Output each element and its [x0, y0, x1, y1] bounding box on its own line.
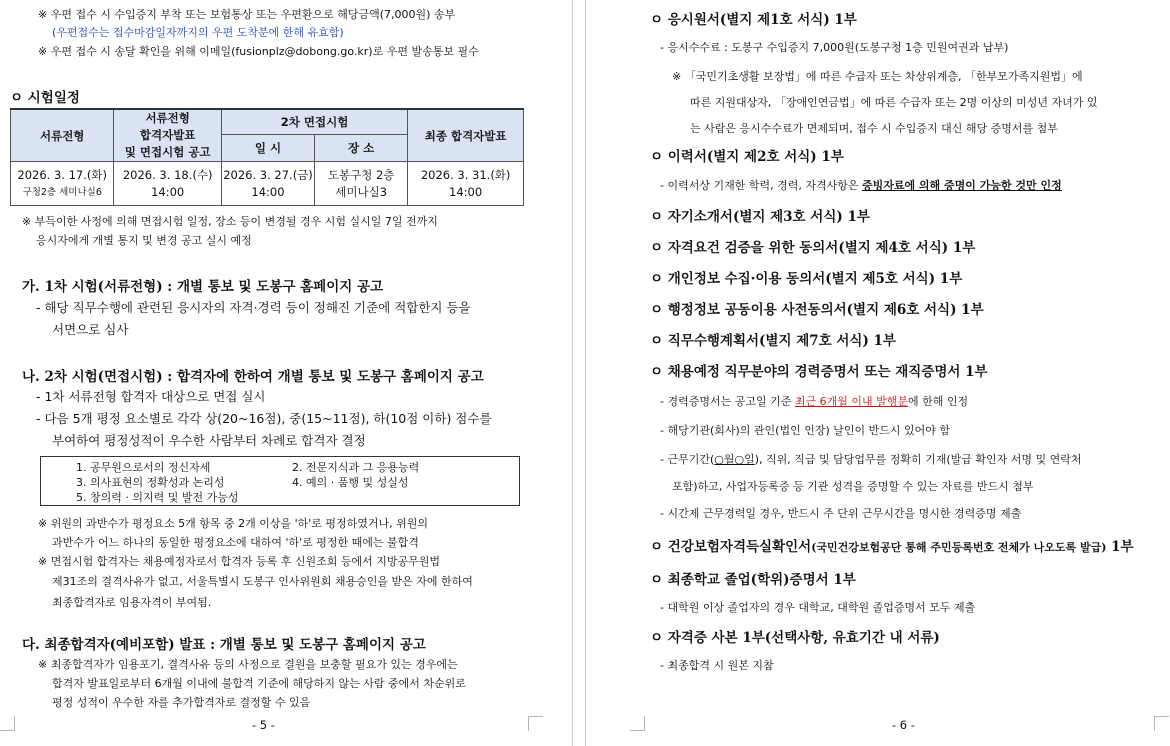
- license-note: - 최종합격 시 원본 지참: [660, 659, 774, 672]
- na-note-line4: 제31조의 결격사유가 없고, 서울특별시 도봉구 인사위원회 채용승인을 받은 자에 한하여: [52, 575, 473, 588]
- note-mail-fee: ※ 우편 접수 시 수입증지 부착 또는 보험통상 또는 우편환으로 해당금액(7,000원) 송부: [38, 8, 456, 21]
- career-cert-line5: - 시간제 근무경력일 경우, 반드시 주 단위 근무시간을 명시한 경력증명 제출: [660, 507, 1022, 520]
- criteria-item-5: 5. 창의력 · 의지력 및 발전 가능성: [76, 491, 239, 504]
- cell-interview-place: 도봉구청 2층 세미나실3: [315, 162, 408, 206]
- th-interview-datetime: 일 시: [221, 134, 314, 161]
- section-ga-line1: - 해당 직무수행에 관련된 응시자의 자격·경력 등이 정해진 기준에 적합한지 등을: [36, 300, 471, 315]
- item-application-note2: 따른 지원대상자, 「장애인연금법」에 따른 수급자 또는 2명 이상의 미성년 자녀가 있: [690, 96, 1098, 109]
- section-na-line3: 부여하여 평정성적이 우수한 사람부터 차례로 합격자 결정: [52, 433, 366, 448]
- da-note-line3: 평정 성적이 우수한 자를 추가합격자로 결정할 수 있음: [52, 696, 311, 709]
- career-cert-line4: 포함)하고, 사업자등록증 등 기관 성격을 증명할 수 있는 자료를 반드시 첨부: [672, 480, 1034, 493]
- criteria-item-4: 4. 예의 · 품행 및 성실성: [292, 476, 409, 489]
- section-ga-title: 가. 1차 시험(서류전형) : 개별 통보 및 도봉구 홈페이지 공고: [22, 279, 384, 295]
- career-cert-line2: - 해당기관(회사)의 관인(법인 인장) 날인이 반드시 있어야 함: [660, 424, 951, 437]
- th-pass-announcement: 서류전형 합격자발표 및 면접시험 공고: [114, 109, 222, 162]
- schedule-table: [10, 108, 524, 206]
- section-na-title: 나. 2차 시험(면접시험) : 합격자에 한하여 개별 통보 및 도봉구 홈페이지 공고: [22, 369, 484, 385]
- item-consent-verify-title: ㅇ 자격요건 검증을 위한 동의서(별지 제4호 서식) 1부: [650, 240, 976, 256]
- da-note-line2: 합격자 발표일로부터 6개월 이내에 불합격 기준에 해당하지 않는 사람 중에서 차순위로: [52, 677, 466, 690]
- page-corner-mark: [1154, 716, 1169, 731]
- page-number: - 5 -: [252, 718, 275, 732]
- cell-pass-announcement: 2026. 3. 18.(수) 14:00: [114, 162, 222, 206]
- na-note-line3: ※ 면접시험 합격자는 채용예정자로서 합격자 등록 후 신원조회 등에서 지방공무원법: [38, 555, 440, 568]
- na-note-line2: 과반수가 어느 하나의 동일한 평정요소에 대하여 '하'로 평정한 때에는 불합격: [52, 536, 419, 549]
- na-note-line1: ※ 위원의 과반수가 평정요소 5개 항목 중 2개 이상을 '하'로 평정하였거나, 위원의: [38, 517, 428, 530]
- item-health-insurance-title: ㅇ 건강보험자격득실확인서(국민건강보험공단 통해 주민등록번호 전체가 나오도록 발급) 1부: [650, 539, 1134, 555]
- item-application-title: ㅇ 응시원서(별지 제1호 서식) 1부: [650, 12, 857, 28]
- item-privacy-consent-title: ㅇ 개인정보 수집·이용 동의서(별지 제5호 서식) 1부: [650, 271, 963, 287]
- note-mail-deadline: (우편접수는 접수마감일자까지의 우편 도착분에 한해 유효함): [52, 26, 344, 39]
- section-na-line2: - 다음 5개 평정 요소별로 각각 상(20~16점), 중(15~11점), 하(10점 이하) 점수를: [36, 411, 492, 426]
- document-page-5: [0, 0, 572, 746]
- criteria-item-2: 2. 전문지식과 그 응용능력: [292, 461, 420, 474]
- th-interview: 2차 면접시험: [221, 109, 407, 134]
- diploma-note: - 대학원 이상 졸업자의 경우 대학교, 대학원 졸업증명서 모두 제출: [660, 601, 976, 614]
- th-interview-place: 장 소: [315, 134, 408, 161]
- item-career-cert-title: ㅇ 채용예정 직무분야의 경력증명서 또는 재직증명서 1부: [650, 364, 988, 380]
- da-note-line1: ※ 최종합격자가 임용포기, 결격사유 등의 사정으로 결원을 보충할 필요가 있는 경우에는: [38, 658, 458, 671]
- page-corner-mark: [528, 716, 543, 731]
- item-application-note1: ※ 「국민기초생활 보장법」에 따른 수급자 또는 차상위계층, 「한부모가족지원법」에: [672, 70, 1083, 83]
- section-na-line1: - 1차 서류전형 합격자 대상으로 면접 실시: [36, 389, 266, 404]
- cell-screening: 2026. 3. 17.(화) 구청2층 세미나실6: [11, 162, 114, 206]
- table-note-line1: ※ 부득이한 사정에 의해 면접시험 일정, 장소 등이 변경될 경우 시험 실시일 7일 전까지: [22, 215, 438, 228]
- section-da-title: 다. 최종합격자(예비포함) 발표 : 개별 통보 및 도봉구 홈페이지 공고: [22, 637, 426, 653]
- th-document-screening: 서류전형: [11, 109, 114, 162]
- page-gutter: [572, 0, 586, 746]
- th-final-announcement: 최종 합격자발표: [408, 109, 524, 162]
- career-cert-line1: - 경력증명서는 공고일 기준 최근 6개월 이내 발행분에 한해 인정: [660, 395, 969, 408]
- page-number: - 6 -: [892, 718, 915, 732]
- item-application-fee: - 응시수수료 : 도봉구 수입증지 7,000원(도봉구청 1층 민원여권과 납부): [660, 41, 1009, 54]
- page-corner-mark: [630, 716, 645, 731]
- cell-interview-datetime: 2026. 3. 27.(금) 14:00: [221, 162, 314, 206]
- item-application-note3: 는 사람은 응시수수료가 면제되며, 접수 시 수입증지 대신 해당 증명서를 첨부: [690, 122, 1058, 135]
- career-cert-line3: - 근무기간(○월○일), 직위, 직급 및 담당업무를 정확히 기재(발급 확인자 서명 및 연락처: [660, 453, 1082, 466]
- item-diploma-title: ㅇ 최종학교 졸업(학위)증명서 1부: [650, 572, 856, 588]
- item-resume-title: ㅇ 이력서(별지 제2호 서식) 1부: [650, 149, 844, 165]
- item-license-title: ㅇ 자격증 사본 1부(선택사항, 유효기간 내 서류): [650, 630, 940, 646]
- item-admin-info-title: ㅇ 행정정보 공동이용 사전동의서(별지 제6호 서식) 1부: [650, 302, 984, 318]
- page-corner-mark: [0, 716, 15, 731]
- note-mail-email: ※ 우편 접수 시 송달 확인을 위해 이메일(fusionplz@dobong.go.kr)로 우편 발송통보 필수: [38, 45, 479, 58]
- item-self-intro-title: ㅇ 자기소개서(별지 제3호 서식) 1부: [650, 209, 870, 225]
- criteria-item-3: 3. 의사표현의 정확성과 논리성: [76, 476, 225, 489]
- section-ga-line2: 서면으로 심사: [52, 322, 129, 337]
- document-page-6: [586, 0, 1170, 746]
- table-note-line2: 응시자에게 개별 통지 및 변경 공고 실시 예정: [36, 234, 252, 247]
- cell-final-announcement: 2026. 3. 31.(화) 14:00: [408, 162, 524, 206]
- item-resume-note: - 이력서상 기재한 학력, 경력, 자격사항은 증빙자료에 의해 증명이 가능한 것만 인정: [660, 179, 1062, 192]
- schedule-heading: ㅇ 시험일정: [10, 90, 80, 106]
- criteria-item-1: 1. 공무원으로서의 정신자세: [76, 461, 211, 474]
- item-job-plan-title: ㅇ 직무수행계획서(별지 제7호 서식) 1부: [650, 333, 896, 349]
- na-note-line5: 최종합격자로 임용자격이 부여됨.: [52, 596, 212, 609]
